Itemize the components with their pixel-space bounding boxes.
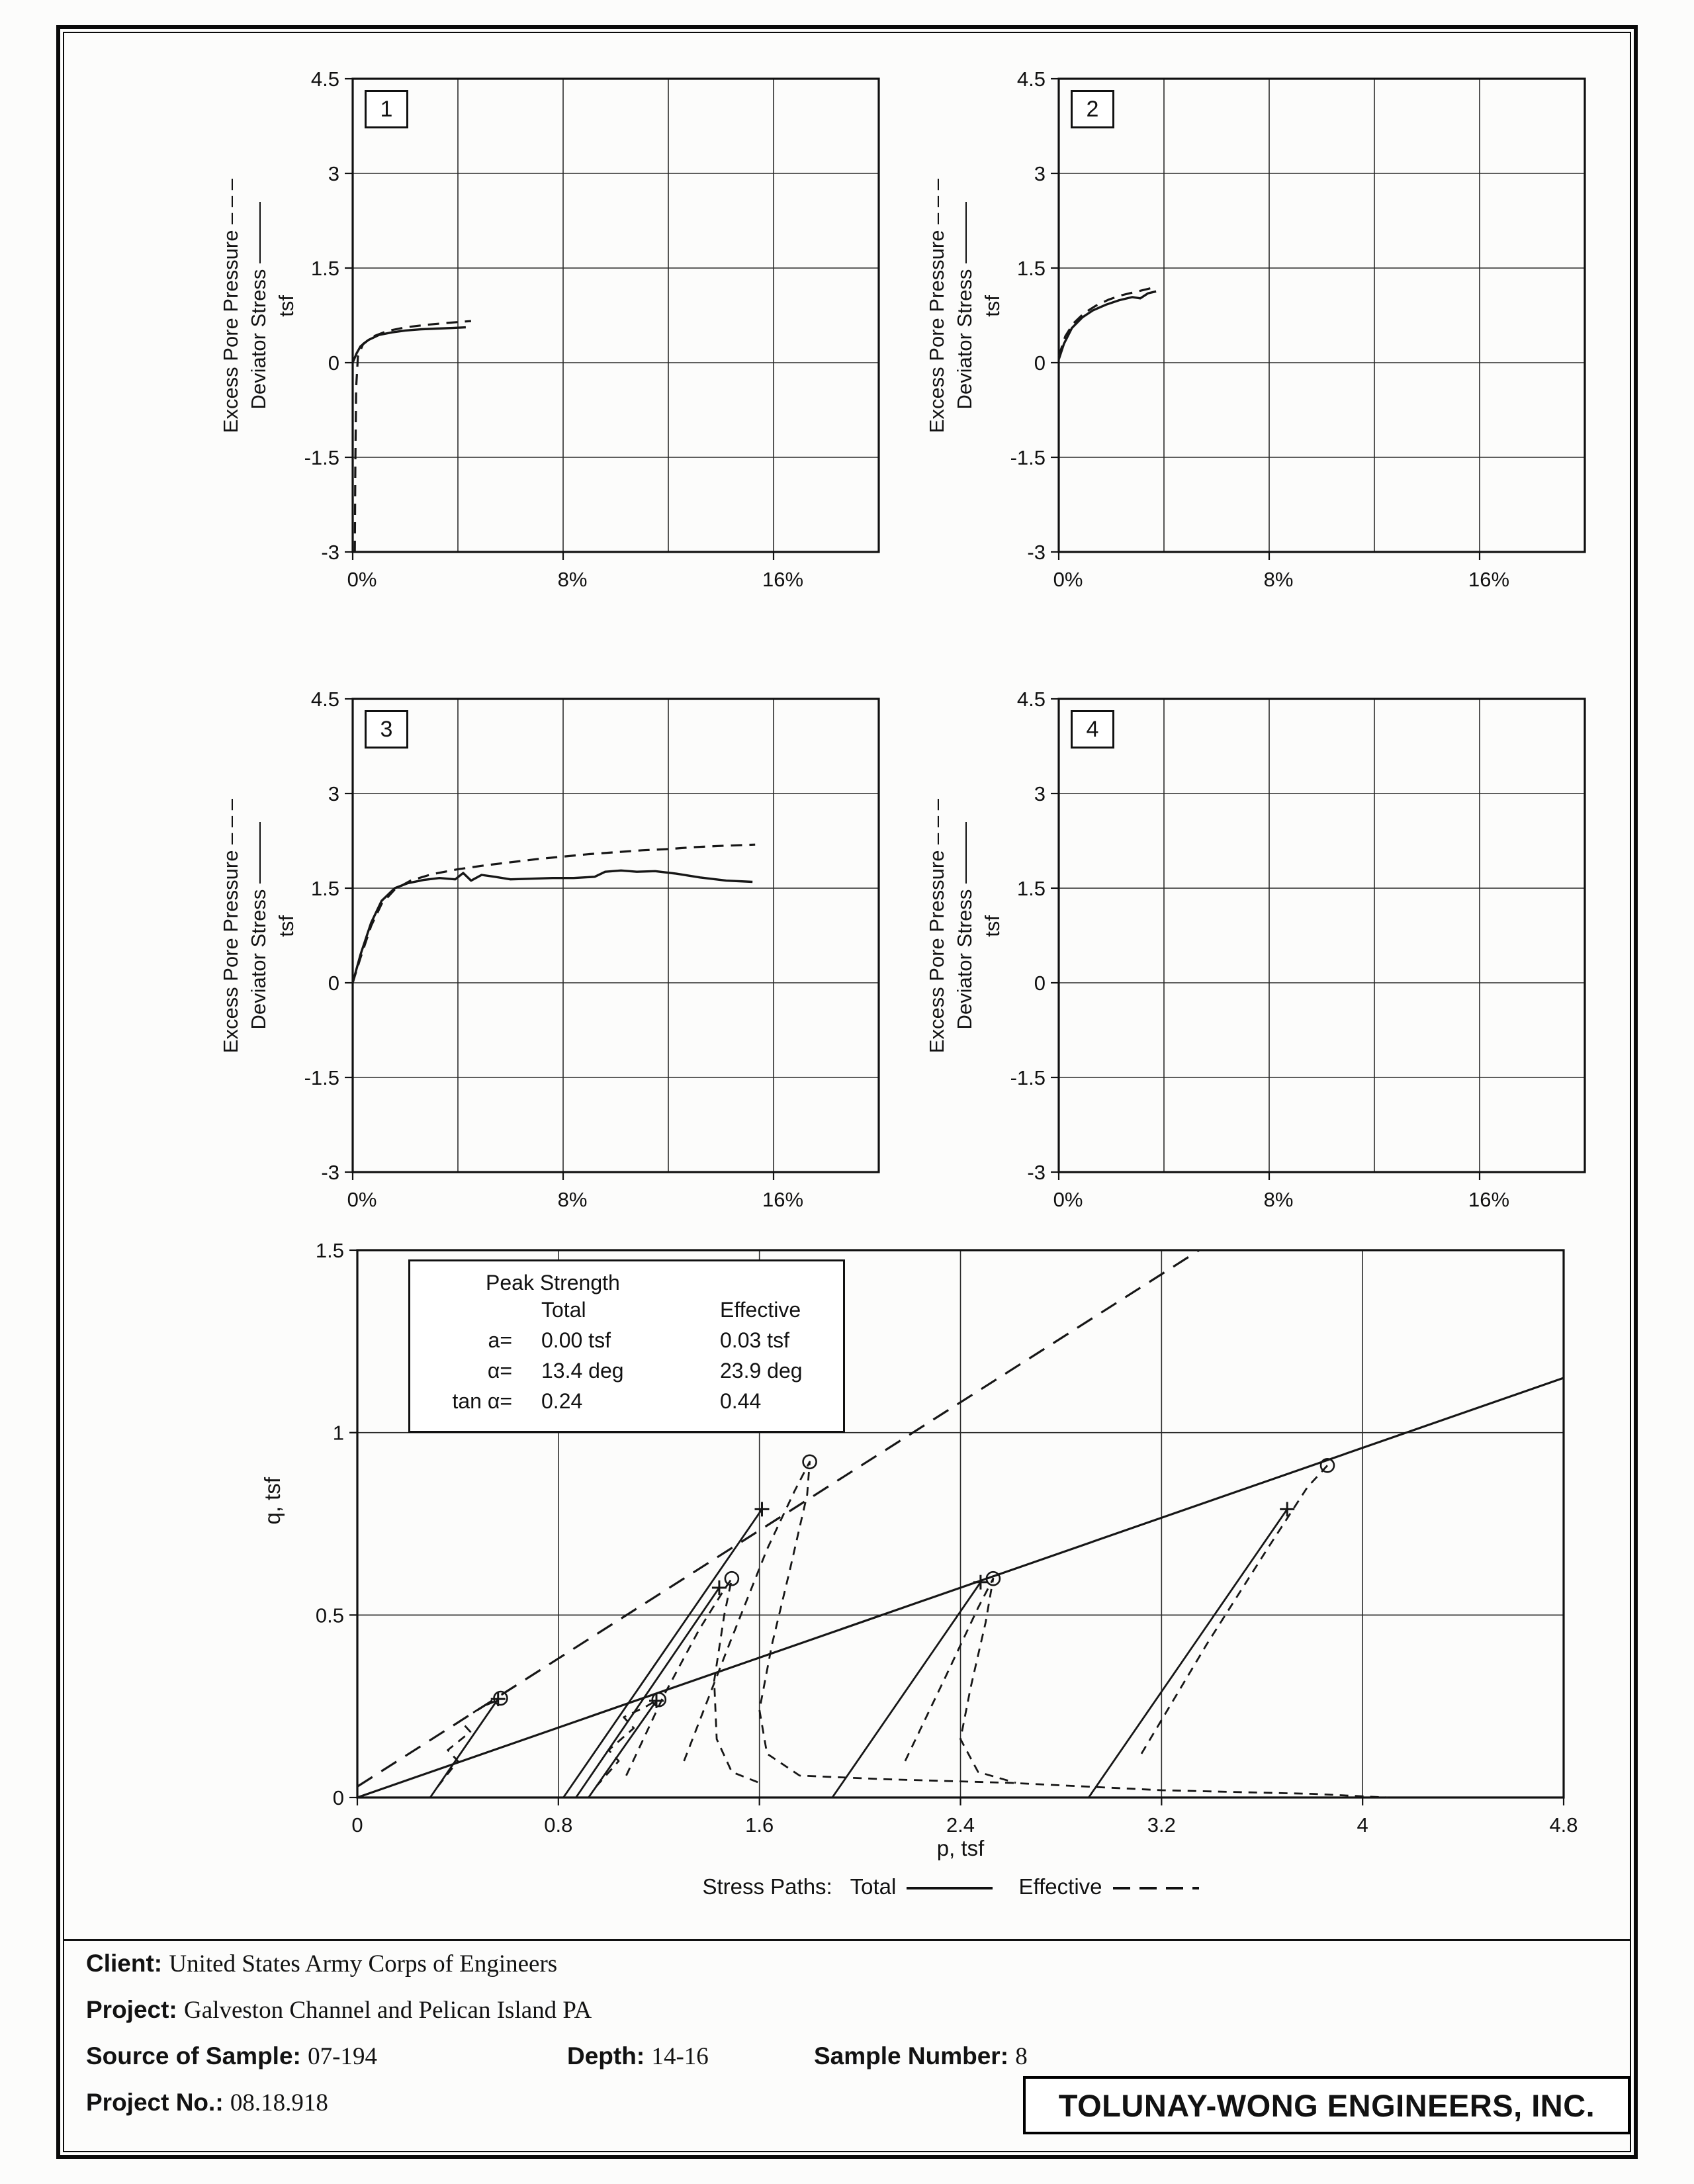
footer-divider bbox=[64, 1939, 1630, 1941]
y-tick-label: -3 bbox=[1027, 541, 1046, 564]
client-label: Client: bbox=[86, 1950, 163, 1977]
y-tick-label: -1.5 bbox=[1010, 446, 1046, 469]
y-tick-label: 1.5 bbox=[1016, 257, 1046, 280]
legend-table bbox=[422, 1298, 843, 1414]
x-tick-label: 16% bbox=[762, 568, 804, 591]
x-tick-label: 0 bbox=[351, 1813, 363, 1837]
y-tick-label: -1.5 bbox=[304, 1066, 339, 1089]
y-axis-label-block bbox=[219, 140, 298, 471]
footer-project-no-row bbox=[86, 2089, 328, 2117]
legend-row-a-effective: 0.03 tsf bbox=[720, 1328, 789, 1352]
y-axis-label-block bbox=[925, 140, 1004, 471]
x-tick-label: 1.6 bbox=[745, 1813, 774, 1837]
series-solid bbox=[353, 870, 752, 983]
chart-index-badge: 4 bbox=[1071, 710, 1114, 749]
strain-chart-3-canvas bbox=[253, 682, 889, 1217]
x-tick-label: 4 bbox=[1357, 1813, 1368, 1837]
plot-border bbox=[353, 79, 879, 552]
client-value: United States Army Corps of Engineers bbox=[169, 1950, 558, 1978]
depth-value: 14-16 bbox=[651, 2043, 709, 2070]
x-tick-label: 0.8 bbox=[544, 1813, 573, 1837]
ylabel-deviator-stress: Deviator Stress ——— bbox=[953, 822, 976, 1030]
x-tick-label: 4.8 bbox=[1549, 1813, 1578, 1837]
y-tick-label: 0 bbox=[328, 351, 339, 375]
q-axis-label: q, tsf bbox=[260, 1477, 285, 1525]
footer-sample-row bbox=[86, 2042, 1028, 2071]
x-tick-label: 2.4 bbox=[946, 1813, 975, 1837]
y-tick-label: 4.5 bbox=[1016, 688, 1046, 711]
y-tick-label: 3 bbox=[328, 782, 339, 805]
ylabel-excess-pore-pressure: Excess Pore Pressure – – – bbox=[219, 798, 242, 1054]
y-axis-label-block bbox=[925, 760, 1004, 1091]
sp-solid bbox=[1089, 1509, 1287, 1797]
total-label: Total bbox=[850, 1874, 897, 1899]
x-tick-label: 0% bbox=[347, 568, 377, 591]
ylabel-units-tsf: tsf bbox=[275, 295, 298, 317]
strain-chart-1 bbox=[219, 62, 889, 597]
x-tick-label: 0% bbox=[1053, 1188, 1083, 1211]
y-tick-label: 3 bbox=[1034, 782, 1046, 805]
stress-paths-legend bbox=[357, 1874, 1564, 1899]
ylabel-excess-pore-pressure: Excess Pore Pressure – – – bbox=[925, 178, 948, 433]
legend-row-alpha-effective: 23.9 deg bbox=[720, 1359, 803, 1383]
legend-row-alpha-total: 13.4 deg bbox=[541, 1359, 624, 1383]
y-tick-label: 0 bbox=[328, 972, 339, 995]
x-tick-label: 8% bbox=[1263, 1188, 1294, 1211]
series-dashed bbox=[353, 844, 755, 983]
plot-border bbox=[353, 699, 879, 1172]
x-tick-label: 3.2 bbox=[1147, 1813, 1176, 1837]
strain-chart-1-canvas bbox=[253, 62, 889, 597]
x-tick-label: 8% bbox=[557, 1188, 588, 1211]
company-name-box bbox=[1023, 2076, 1630, 2134]
project-no-label: Project No.: bbox=[86, 2089, 224, 2116]
legend-row-tan-label: tan α= bbox=[452, 1389, 512, 1413]
x-tick-label: 16% bbox=[762, 1188, 804, 1211]
legend-header-effective: Effective bbox=[720, 1298, 801, 1322]
strain-chart-4-canvas bbox=[959, 682, 1595, 1217]
legend-header-total: Total bbox=[541, 1298, 586, 1322]
project-label: Project: bbox=[86, 1996, 177, 2023]
source-of-sample bbox=[86, 2042, 377, 2070]
x-tick-label: 0% bbox=[347, 1188, 377, 1211]
ylabel-units-tsf: tsf bbox=[275, 915, 298, 937]
sp-solid bbox=[832, 1582, 981, 1797]
legend-row-tan-total: 0.24 bbox=[541, 1389, 583, 1413]
sp-solid bbox=[563, 1509, 762, 1797]
footer-project-row bbox=[86, 1996, 592, 2025]
y-tick-label: 0 bbox=[1034, 351, 1046, 375]
strain-chart-2 bbox=[925, 62, 1595, 597]
strain-chart-2-canvas bbox=[959, 62, 1595, 597]
dashed-line-sample bbox=[1113, 1887, 1199, 1889]
y-tick-label: -3 bbox=[1027, 1161, 1046, 1184]
plot-border bbox=[1059, 79, 1585, 552]
ylabel-excess-pore-pressure: Excess Pore Pressure – – – bbox=[219, 178, 242, 433]
legend-cell-blank bbox=[422, 1298, 521, 1322]
x-tick-label: 0% bbox=[1053, 568, 1083, 591]
sp-dashed bbox=[1141, 1465, 1327, 1754]
sample-number bbox=[814, 2042, 1028, 2071]
y-tick-label: 3 bbox=[1034, 162, 1046, 185]
y-axis-label-block bbox=[219, 760, 298, 1091]
y-tick-label: 1.5 bbox=[310, 257, 339, 280]
legend-title: Peak Strength bbox=[486, 1271, 620, 1295]
chart-index-badge: 2 bbox=[1071, 90, 1114, 128]
footer-client-row bbox=[86, 1950, 557, 1978]
y-tick-label: 4.5 bbox=[310, 68, 339, 91]
strain-chart-4 bbox=[925, 682, 1595, 1217]
y-tick-label: 1.5 bbox=[310, 877, 339, 900]
solid-line-sample bbox=[907, 1887, 993, 1889]
project-value: Galveston Channel and Pelican Island PA bbox=[184, 1997, 592, 2024]
ylabel-units-tsf: tsf bbox=[981, 915, 1004, 937]
company-name: TOLUNAY-WONG ENGINEERS, INC. bbox=[1058, 2087, 1595, 2123]
depth-label: Depth: bbox=[567, 2042, 645, 2070]
y-tick-label: 1.5 bbox=[315, 1239, 344, 1262]
y-tick-label: 0 bbox=[1034, 972, 1046, 995]
project-no-value: 08.18.918 bbox=[230, 2089, 328, 2116]
series-solid bbox=[353, 328, 466, 363]
y-tick-label: 0.5 bbox=[315, 1604, 344, 1627]
y-tick-label: 4.5 bbox=[310, 688, 339, 711]
y-tick-label: -3 bbox=[321, 1161, 339, 1184]
ylabel-deviator-stress: Deviator Stress ——— bbox=[247, 822, 270, 1030]
chart-index-badge: 1 bbox=[365, 90, 408, 128]
plot-border bbox=[1059, 699, 1585, 1172]
x-tick-label: 8% bbox=[557, 568, 588, 591]
sample-number-label: Sample Number: bbox=[814, 2042, 1009, 2070]
p-axis-label: p, tsf bbox=[936, 1836, 985, 1860]
ylabel-units-tsf: tsf bbox=[981, 295, 1004, 317]
x-tick-label: 16% bbox=[1468, 1188, 1510, 1211]
sp-dashed bbox=[684, 1462, 1388, 1797]
y-tick-label: 1 bbox=[332, 1421, 344, 1445]
y-tick-label: 1.5 bbox=[1016, 877, 1046, 900]
y-tick-label: 3 bbox=[328, 162, 339, 185]
y-tick-label: -1.5 bbox=[1010, 1066, 1046, 1089]
y-tick-label: -3 bbox=[321, 541, 339, 564]
ylabel-deviator-stress: Deviator Stress ——— bbox=[953, 202, 976, 410]
y-tick-label: 0 bbox=[332, 1786, 344, 1809]
strain-chart-3 bbox=[219, 682, 889, 1217]
sample-number-value: 8 bbox=[1015, 2043, 1028, 2070]
effective-peak-marker bbox=[725, 1572, 738, 1585]
x-tick-label: 16% bbox=[1468, 568, 1510, 591]
chart-index-badge: 3 bbox=[365, 710, 408, 749]
series-solid bbox=[1059, 291, 1156, 359]
series-dashed bbox=[355, 321, 471, 552]
legend-row-a-total: 0.00 tsf bbox=[541, 1328, 611, 1352]
depth bbox=[567, 2042, 709, 2071]
stress-path-chart bbox=[258, 1234, 1588, 1862]
peak-strength-legend bbox=[408, 1259, 845, 1433]
stress-paths-label: Stress Paths: bbox=[702, 1874, 832, 1899]
ylabel-excess-pore-pressure: Excess Pore Pressure – – – bbox=[925, 798, 948, 1054]
ylabel-deviator-stress: Deviator Stress ——— bbox=[247, 202, 270, 410]
effective-label: Effective bbox=[1018, 1874, 1102, 1899]
legend-row-tan-effective: 0.44 bbox=[720, 1389, 762, 1413]
source-value: 07-194 bbox=[308, 2043, 377, 2070]
y-tick-label: -1.5 bbox=[304, 446, 339, 469]
x-tick-label: 8% bbox=[1263, 568, 1294, 591]
legend-row-alpha-label: α= bbox=[487, 1359, 512, 1383]
legend-row-a-label: a= bbox=[488, 1328, 512, 1352]
sp-dashed bbox=[438, 1699, 501, 1786]
sp-solid bbox=[576, 1588, 719, 1797]
source-label: Source of Sample: bbox=[86, 2042, 301, 2070]
y-tick-label: 4.5 bbox=[1016, 68, 1046, 91]
